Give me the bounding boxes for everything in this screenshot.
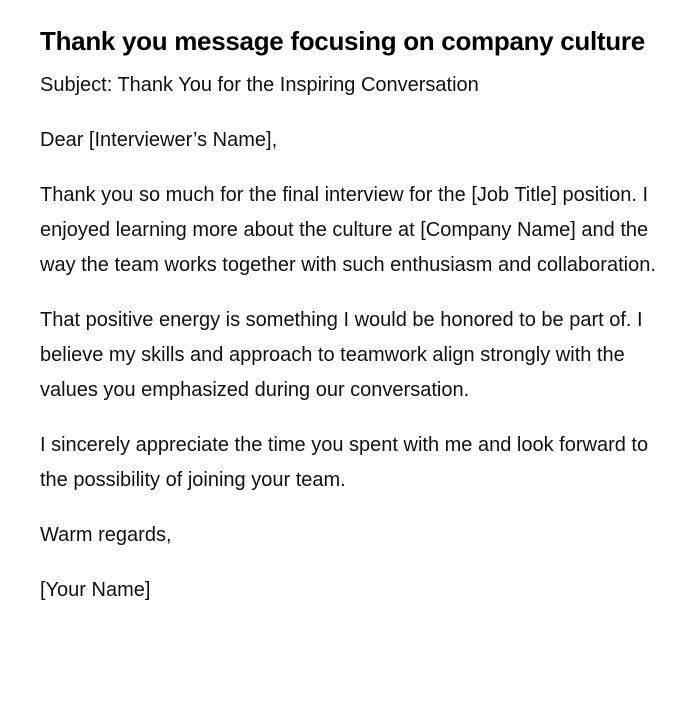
body-paragraph-1: Thank you so much for the final interview for the [Job Title] position. I enjoyed learning more about the culture at [Company Name] and the way the team works together with such enthusiasm and collaboration. <box>40 184 656 276</box>
letter-signature: [Your Name] <box>40 579 151 601</box>
letter-document <box>40 24 665 608</box>
email-subject-line: Subject: Thank You for the Inspiring Conversation <box>40 74 479 96</box>
body-paragraph-3: I sincerely appreciate the time you spent with me and look forward to the possibility of joining your team. <box>40 434 649 491</box>
letter-closing: Warm regards, <box>40 524 172 546</box>
body-paragraph-2: That positive energy is something I would be honored to be part of. I believe my skills and approach to teamwork align strongly with the values you emphasized during our conversation. <box>40 309 643 401</box>
letter-greeting: Dear [Interviewer’s Name], <box>40 129 278 151</box>
page-title: Thank you message focusing on company culture <box>40 26 645 56</box>
